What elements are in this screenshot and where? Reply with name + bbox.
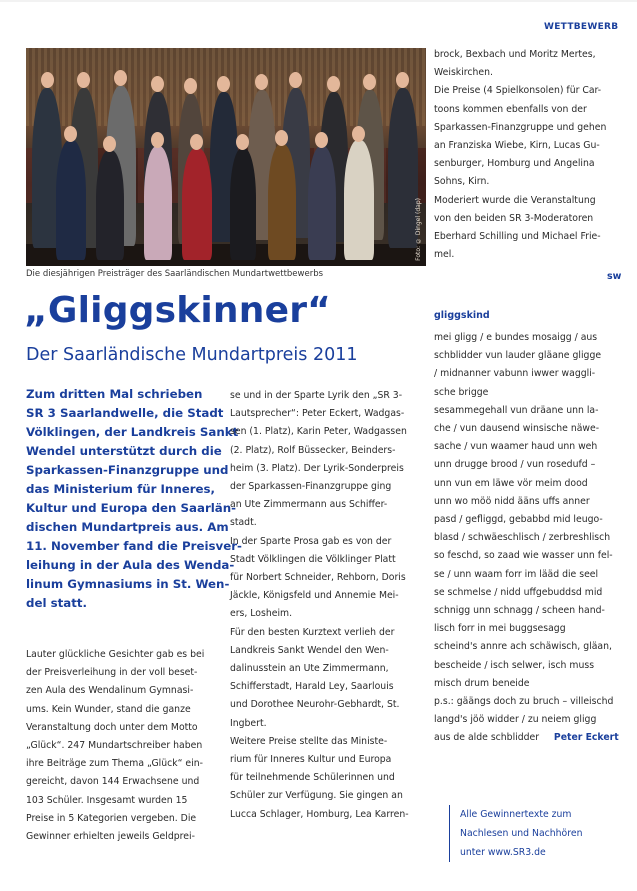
section-label: WETTBEWERB <box>544 22 619 32</box>
body-line: sen (1. Platz), Karin Peter, Wadgassen <box>230 426 407 438</box>
poem-line: sesammegehall vun dräane unn la- <box>434 404 599 416</box>
body-line: 103 Schüler. Insgesamt wurden 15 <box>26 794 188 806</box>
poem-line: bescheide / isch selwer, isch muss <box>434 659 595 671</box>
body-line: Weitere Preise stellte das Ministe- <box>230 735 388 747</box>
body-line: Die Preise (4 Spielkonsolen) für Car- <box>434 85 602 97</box>
page-top-edge <box>0 0 637 2</box>
poem-line <box>434 729 624 747</box>
body-line: Weiskirchen. <box>434 67 493 79</box>
lead-line: Völklingen, der Landkreis Sankt <box>26 425 239 439</box>
lead-line: Zum dritten Mal schrieben <box>26 387 203 401</box>
person-figure <box>388 88 418 248</box>
poem-line: schnigg unn schnagg / scheen hand- <box>434 605 605 617</box>
poem-line: sche brigge <box>434 386 489 398</box>
poem-last-line: aus de alde schblidder <box>434 732 540 744</box>
body-line: rium für Inneres Kultur und Europa <box>230 754 392 766</box>
poem-author: Peter Eckert <box>553 732 619 744</box>
body-line: Landkreis Sankt Wendel den Wen- <box>230 644 389 656</box>
body-line: zen Aula des Wendalinum Gymnasi- <box>26 685 194 697</box>
body-line: an Franziska Wiebe, Kirn, Lucas Gu- <box>434 140 600 152</box>
body-line: von den beiden SR 3-Moderatoren <box>434 212 594 224</box>
body-line: der Sparkassen-Finanzgruppe ging <box>230 481 392 493</box>
info-line: Nachlesen und Nachhören <box>460 828 583 839</box>
photo-caption: Die diesjährigen Preisträger des Saarländischen Mundartwettbewerbs <box>26 269 324 279</box>
person-figure <box>344 140 374 260</box>
person-head <box>352 126 365 142</box>
body-line: für Norbert Schneider, Rehborn, Doris <box>230 572 406 584</box>
info-box <box>449 805 610 862</box>
body-column-2 <box>230 387 420 824</box>
person-head <box>103 136 116 152</box>
lead-paragraph <box>26 385 242 613</box>
poem-line: pasd / gefliggd, gebabbd mid leugo- <box>434 514 603 526</box>
poem-line: langd's jöö widder / zu neiem gligg <box>434 714 597 726</box>
lead-line: dischen Mundartpreis aus. Am <box>26 520 229 534</box>
author-initials: sw <box>607 271 622 282</box>
body-line: und Dorothee Neurohr-Gebhardt, St. <box>230 699 400 711</box>
person-head <box>41 72 54 88</box>
poem-line: che / vun dausend winsische näwe- <box>434 423 600 435</box>
poem-line: unn drugge brood / vun rosedufd – <box>434 459 596 471</box>
body-line: Moderiert wurde die Veranstaltung <box>434 194 596 206</box>
body-line: der Preisverleihung in der voll beset- <box>26 667 198 679</box>
body-line: „Glück“. 247 Mundartschreiber haben <box>26 740 203 752</box>
lead-line: linum Gymnasiums in St. Wen- <box>26 577 230 591</box>
poem-title: gliggskind <box>434 310 490 321</box>
person-figure <box>144 146 172 260</box>
person-head <box>255 74 268 90</box>
body-line: brock, Bexbach und Moritz Mertes, <box>434 49 596 60</box>
article-title: „Gliggskinner“ <box>24 290 332 331</box>
body-line: Gewinner erhielten jeweils Geldprei- <box>26 831 195 843</box>
person-figure <box>230 148 256 260</box>
poem-line: se schmelse / nidd uffgebuddsd mid <box>434 586 603 598</box>
poem-line: mei gligg / e bundes mosaigg / aus <box>434 332 598 343</box>
lead-line: SR 3 Saarlandwelle, die Stadt <box>26 406 224 420</box>
body-line: Schifferstadt, Harald Ley, Saarlouis <box>230 681 394 693</box>
body-line: Lucca Schlager, Homburg, Lea Karren- <box>230 808 409 820</box>
body-line: heim (3. Platz). Der Lyrik-Sonderpreis <box>230 462 404 474</box>
lead-line: das Ministerium für Inneres, <box>26 482 216 496</box>
body-line: ihre Beiträge zum Thema „Glück“ ein- <box>26 758 203 770</box>
body-line: Stadt Völklingen die Völklinger Platt <box>230 553 396 565</box>
person-head <box>64 126 77 142</box>
person-head <box>236 134 249 150</box>
person-head <box>114 70 127 86</box>
body-line: Für den besten Kurztext verlieh der <box>230 626 395 638</box>
body-line: für teilnehmende Schülerinnen und <box>230 772 395 784</box>
body-line: stadt. <box>230 517 257 529</box>
person-figure <box>56 140 86 260</box>
poem-line: p.s.: gäängs doch zu bruch – villeischd <box>434 696 614 708</box>
body-line: mel. <box>434 249 455 261</box>
body-line: Lauter glückliche Gesichter gab es bei <box>26 649 205 660</box>
person-head <box>151 76 164 92</box>
person-head <box>289 72 302 88</box>
body-line: toons kommen ebenfalls von der <box>434 103 587 115</box>
person-head <box>190 134 203 150</box>
poem-line: misch drum beneide <box>434 677 530 689</box>
info-line: Alle Gewinnertexte zum <box>460 809 572 820</box>
body-column-3 <box>434 46 624 264</box>
body-column-1 <box>26 646 216 846</box>
person-head <box>151 132 164 148</box>
person-head <box>77 72 90 88</box>
person-head <box>363 74 376 90</box>
person-head <box>184 78 197 94</box>
poem-body <box>434 329 624 748</box>
person-figure <box>308 146 336 260</box>
poem-line: blasd / schwäeschlisch / zerbreshlisch <box>434 532 611 544</box>
person-figure <box>268 144 296 260</box>
photo-credit: Foto: © Dingel (dap) <box>415 198 422 261</box>
poem-line: scheind's annre ach schäwisch, gläan, <box>434 641 612 653</box>
lead-line: Sparkassen-Finanzgruppe und <box>26 463 229 477</box>
poem-line: schblidder vun lauder gläane gligge <box>434 350 602 362</box>
body-line: Sohns, Kirn. <box>434 176 490 188</box>
body-line: ers, Losheim. <box>230 608 293 620</box>
poem-line: se / unn waam forr im lääd die seel <box>434 568 599 580</box>
person-head <box>396 72 409 88</box>
lead-line: leihung in der Aula des Wenda- <box>26 558 235 572</box>
body-line: Sparkassen-Finanzgruppe und gehen <box>434 121 607 133</box>
body-line: Preise in 5 Kategorien vergeben. Die <box>26 812 197 824</box>
body-line: Veranstaltung doch unter dem Motto <box>26 721 198 733</box>
poem-line: lisch forr in mei buggsesagg <box>434 623 566 635</box>
body-line: se und in der Sparte Lyrik den „SR 3- <box>230 390 403 401</box>
body-line: Schüler zur Verfügung. Sie gingen an <box>230 790 403 802</box>
body-line: In der Sparte Prosa gab es von der <box>230 535 392 547</box>
body-line: dalinusstein an Ute Zimmermann, <box>230 663 389 675</box>
person-figure <box>96 150 124 260</box>
info-link[interactable]: unter www.SR3.de <box>460 847 546 858</box>
person-head <box>315 132 328 148</box>
lead-line: del statt. <box>26 596 87 610</box>
lead-line: Kultur und Europa den Saarlän- <box>26 501 237 515</box>
body-line: Jäckle, Königsfeld und Annemie Mei- <box>230 590 399 602</box>
poem-line: sache / vun waamer haud unn weh <box>434 441 598 453</box>
body-line: gereicht, davon 144 Erwachsene und <box>26 776 200 788</box>
body-line: ums. Kein Wunder, stand die ganze <box>26 703 191 715</box>
body-line: (2. Platz), Rolf Büssecker, Beinders- <box>230 444 396 456</box>
poem-line: / midnanner vabunn iwwer waggli- <box>434 368 596 380</box>
body-line: Ingbert. <box>230 717 267 729</box>
article-subtitle: Der Saarländische Mundartpreis 2011 <box>26 345 358 365</box>
body-line: Lautsprecher“: Peter Eckert, Wadgas- <box>230 408 405 420</box>
person-head <box>275 130 288 146</box>
body-line: senburger, Homburg und Angelina <box>434 158 595 170</box>
person-head <box>327 76 340 92</box>
poem-line: unn wo möö nidd ääns uffs anner <box>434 495 590 507</box>
lead-line: 11. November fand die Preisver- <box>26 539 242 553</box>
body-line: Eberhard Schilling und Michael Frie- <box>434 231 601 243</box>
poem-line: unn vun em läwe vör meim dood <box>434 477 588 489</box>
body-line: an Ute Zimmermann aus Schiffer- <box>230 499 388 511</box>
group-photo <box>26 48 426 266</box>
person-head <box>217 76 230 92</box>
poem-line: so feschd, so zaad wie wasser unn fel- <box>434 550 613 562</box>
person-figure <box>182 148 212 260</box>
lead-line: Wendel unterstützt durch die <box>26 444 222 458</box>
